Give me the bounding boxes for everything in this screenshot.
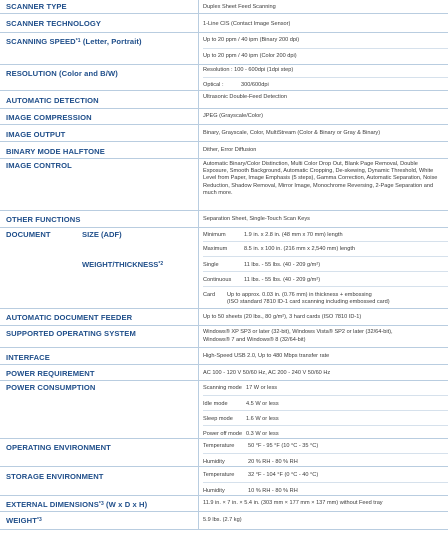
- subrow-scanning-mode: [203, 381, 448, 395]
- value-os-line2: Windows® 7 and Windows® 8 (32/64-bit): [203, 337, 306, 343]
- value-scanning-mode: 17 W or less: [246, 385, 278, 391]
- key-op-temperature: Temperature: [203, 443, 235, 449]
- subrow-st-temperature: [203, 467, 448, 482]
- key-minimum: Minimum: [203, 232, 226, 238]
- subrow-speed-color: [203, 48, 448, 65]
- value-os-line1: Windows® XP SP3 or later (32-bit), Windows Vista® SP2 or later (32/64-bit),: [203, 329, 393, 335]
- key-power-off-mode: Power off mode: [203, 431, 243, 437]
- value-st-temperature: 32 °F - 104 °F (0 °C - 40 °C): [248, 472, 319, 478]
- value-image-output: Binary, Grayscale, Color, MultiStream (Color & Binary or Gray & Binary): [203, 130, 381, 136]
- row-image-output: [0, 125, 448, 142]
- row-storage-environment: [0, 467, 448, 496]
- value-card-iso: (ISO standard 7810 ID-1 card scanning including embossed card): [227, 299, 390, 305]
- label-document: DOCUMENT: [6, 230, 51, 239]
- value-scanning-speed-color: Up to 20 ppm / 40 ipm (Color 200 dpi): [203, 53, 297, 59]
- value-continuous: 11 lbs. - 55 lbs. (40 - 209 g/m²): [244, 277, 321, 283]
- row-adf: [0, 309, 448, 326]
- key-card: Card: [203, 292, 216, 298]
- value-binary-mode-halftone: Dither, Error Diffusion: [203, 147, 257, 153]
- key-sleep-mode: Sleep mode: [203, 416, 233, 422]
- value-scanning-speed-binary: Up to 20 ppm / 40 ipm (Binary 200 dpi): [203, 37, 300, 43]
- row-automatic-detection: [0, 91, 448, 109]
- value-scanner-technology: 1-Line CIS (Contact Image Sensor): [203, 21, 291, 27]
- label-scanner-technology: SCANNER TECHNOLOGY: [6, 19, 102, 28]
- key-st-temperature: Temperature: [203, 472, 235, 478]
- subrow-idle-mode: [203, 395, 448, 410]
- row-external-dimensions: [0, 496, 448, 512]
- value-card-thickness: Up to approx. 0.03 in. (0.76 mm) in thickness + embossing: [227, 292, 372, 298]
- value-interface: High-Speed USB 2.0, Up to 480 Mbps transfer rate: [203, 353, 330, 359]
- label-power-requirement: POWER REQUIREMENT: [6, 369, 95, 378]
- value-minimum: 1.9 in. x 2.8 in. (48 mm x 70 mm) length: [244, 232, 343, 238]
- row-image-control: [0, 159, 448, 211]
- subrow-card: [203, 286, 448, 309]
- row-scanner-type: [0, 0, 448, 14]
- row-power-requirement: [0, 365, 448, 381]
- label-weight: WEIGHT$^{*3}$: [6, 516, 42, 525]
- subrow-minimum: [203, 228, 448, 241]
- value-optical: 300/600dpi: [241, 82, 269, 88]
- row-scanning-speed: [0, 33, 448, 65]
- subrow-op-temperature: [203, 439, 448, 453]
- value-adf: Up to 50 sheets (20 lbs., 80 g/m²), 3 hard cards (ISO 7810 ID-1): [203, 314, 362, 320]
- row-operating-environment: [0, 439, 448, 467]
- label-resolution: RESOLUTION (Color and B/W): [6, 69, 118, 78]
- key-st-humidity: Humidity: [203, 488, 225, 494]
- key-continuous: Continuous: [203, 277, 232, 283]
- key-maximum: Maximum: [203, 246, 228, 252]
- column-divider: [198, 0, 199, 530]
- row-document: [0, 228, 448, 309]
- label-storage-environment: STORAGE ENVIRONMENT: [6, 472, 104, 481]
- value-image-compression: JPEG (Grayscale/Color): [203, 113, 263, 119]
- label-interface: INTERFACE: [6, 353, 50, 362]
- row-other-functions: [0, 211, 448, 228]
- label-weight-thickness: WEIGHT/THICKNESS$^{*2}$: [82, 260, 164, 269]
- label-external-dimensions: EXTERNAL DIMENSIONS$^{*3}$ (W x D x H): [6, 500, 148, 509]
- key-op-humidity: Humidity: [203, 459, 225, 465]
- label-scanner-type: SCANNER TYPE: [6, 2, 67, 11]
- value-op-temperature: 50 °F - 95 °F (10 °C - 35 °C): [248, 443, 319, 449]
- label-image-output: IMAGE OUTPUT: [6, 130, 66, 139]
- key-scanning-mode: Scanning mode: [203, 385, 242, 391]
- row-binary-mode-halftone: [0, 142, 448, 159]
- row-power-consumption: [0, 381, 448, 439]
- value-sleep-mode: 1.6 W or less: [246, 416, 279, 422]
- subrow-maximum: [203, 241, 448, 256]
- row-resolution: [0, 65, 448, 91]
- value-automatic-detection: Ultrasonic Double-Feed Detection: [203, 94, 287, 100]
- value-weight: 5.9 lbs. (2.7 kg): [203, 517, 242, 523]
- label-image-control: IMAGE CONTROL: [6, 161, 72, 170]
- key-optical: Optical :: [203, 82, 224, 88]
- label-operating-environment: OPERATING ENVIRONMENT: [6, 443, 111, 452]
- subrow-op-humidity: [203, 453, 448, 467]
- value-resolution: Resolution : 100 - 600dpi (1dpi step): [203, 67, 294, 73]
- key-single: Single: [203, 262, 219, 268]
- subrow-sleep-mode: [203, 410, 448, 425]
- value-external-dimensions: 11.9 in. × 7 in. × 5.4 in. (303 mm × 177 mm × 137 mm) without Feed tray: [203, 500, 383, 506]
- subrow-single: [203, 256, 448, 271]
- label-adf: AUTOMATIC DOCUMENT FEEDER: [6, 313, 133, 322]
- label-automatic-detection: AUTOMATIC DETECTION: [6, 96, 99, 105]
- subrow-continuous: [203, 271, 448, 286]
- value-power-off-mode: 0.3 W or less: [246, 431, 279, 437]
- label-binary-mode-halftone: BINARY MODE HALFTONE: [6, 147, 105, 156]
- value-st-humidity: 10 % RH - 80 % RH: [248, 488, 298, 494]
- label-image-compression: IMAGE COMPRESSION: [6, 113, 92, 122]
- label-scanning-speed: SCANNING SPEED$^{*1}$ (Letter, Portrait): [6, 37, 142, 46]
- value-single: 11 lbs. - 55 lbs. (40 - 209 g/m²): [244, 262, 321, 268]
- label-size-adf: SIZE (ADF): [82, 230, 122, 239]
- row-weight: [0, 512, 448, 530]
- row-scanner-technology: [0, 14, 448, 33]
- row-image-compression: [0, 109, 448, 125]
- value-maximum: 8.5 in. x 100 in. (216 mm x 2,540 mm) length: [244, 246, 355, 252]
- subrow-optical: [203, 77, 448, 91]
- subrow-st-humidity: [203, 482, 448, 496]
- subrow-power-off-mode: [203, 425, 448, 439]
- label-other-functions: OTHER FUNCTIONS: [6, 215, 81, 224]
- value-other-functions: Separation Sheet, Single-Touch Scan Keys: [203, 216, 310, 222]
- value-idle-mode: 4.5 W or less: [246, 401, 279, 407]
- key-idle-mode: Idle mode: [203, 401, 228, 407]
- row-os: [0, 326, 448, 348]
- label-os: SUPPORTED OPERATING SYSTEM: [6, 329, 136, 338]
- row-interface: [0, 348, 448, 365]
- value-scanner-type: Duplex Sheet Feed Scanning: [203, 4, 276, 10]
- value-image-control: Automatic Binary/Color Distinction, Multi Color Drop Out, Blank Page Removal, Double Exposure, Smooth Background, Automatic Cropping, De-skewing, Dynamic Threshold, White Level from Paper, Image Emphasis (5 steps), Gamma Correction, Automatic Separation, Noise Reduction, Shadow Removal, Mirror Image, Monochrome Reversing, 2-Page Separation and much more.: [203, 161, 438, 196]
- label-power-consumption: POWER CONSUMPTION: [6, 383, 96, 392]
- value-power-requirement: AC 100 - 120 V 50/60 Hz, AC 200 - 240 V 50/60 Hz: [203, 370, 331, 376]
- value-op-humidity: 20 % RH - 80 % RH: [248, 459, 298, 465]
